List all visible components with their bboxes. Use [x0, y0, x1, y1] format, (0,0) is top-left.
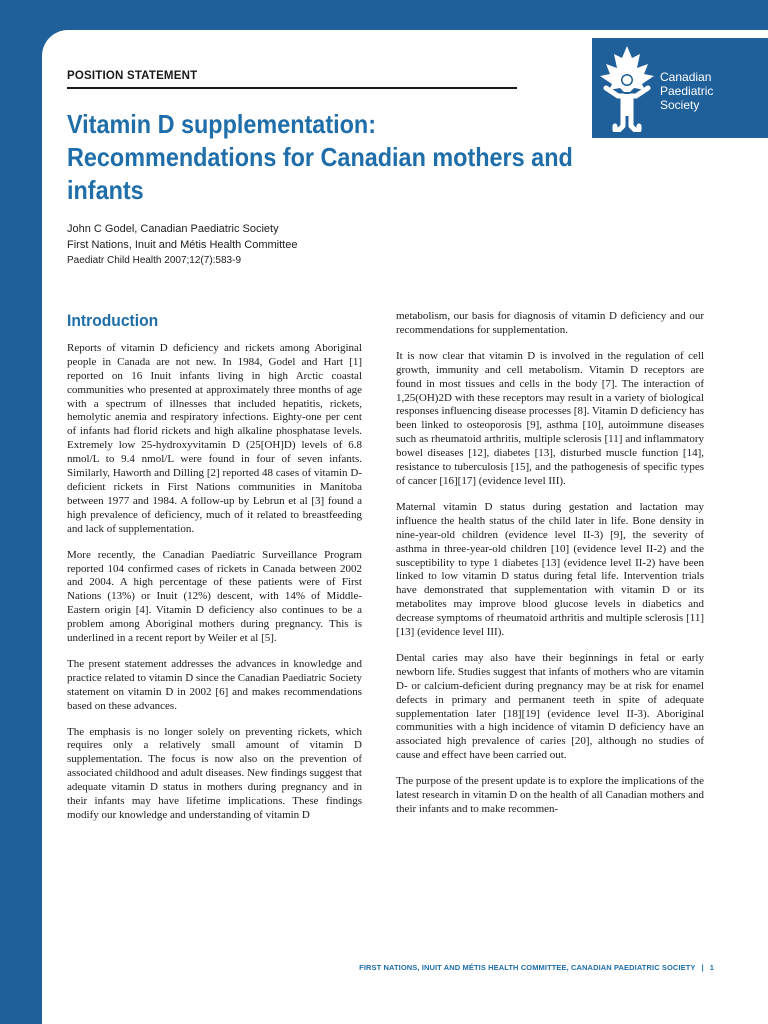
footer-separator: |: [701, 963, 704, 972]
paragraph: The purpose of the present update is to explore the implications of the latest research in vitamin D on the health of all Canadian mothers and their infants and to make recommen-: [396, 775, 704, 815]
logo-line-3: Society: [660, 98, 700, 112]
document-page: [42, 30, 768, 1024]
page-footer: [359, 963, 714, 972]
logo-text: [660, 70, 713, 112]
cps-logo: [592, 38, 768, 138]
section-heading-introduction: Introduction: [67, 311, 159, 330]
page-number: 1: [709, 963, 714, 972]
footer-text: FIRST NATIONS, INUIT AND MÉTIS HEALTH COMMITTEE, CANADIAN PAEDIATRIC SOCIETY: [359, 963, 696, 972]
title-line-3: infants: [67, 175, 144, 205]
section-label: POSITION STATEMENT: [67, 70, 198, 82]
author-name: John C Godel, Canadian Paediatric Society: [67, 223, 279, 235]
title-line-1: Vitamin D supplementation:: [67, 109, 377, 139]
citation: Paediatr Child Health 2007;12(7):583-9: [67, 255, 241, 266]
right-column: [396, 310, 704, 829]
header-rule: [67, 87, 517, 89]
paragraph: It is now clear that vitamin D is involved in the regulation of cell growth, immunity and cell metabolism. Vitamin D receptors are found in most tissues and cells in the body [7]. The interaction of 1,25(OH)2D with these receptors may result in a variety of biological responses influencing disease processes [8]. Vitamin D deficiency has been linked to osteoporosis [9], asthma [10], autoimmune diseases such as rheumatoid arthritis, multiple sclerosis [11] and inflammatory bowel diseases [12], diabetes [13], disturbed muscle function [14], resistance to tuberculosis [15], and the pathogenesis of specific types of cancer [16][17] (evidence level III).: [396, 349, 704, 487]
page-title: [67, 108, 607, 207]
paragraph: More recently, the Canadian Paediatric Surveillance Program reported 104 confirmed cases of rickets in Canada between 2002 and 2004. A high percentage of these patients were of First Nations (13%) or Inuit (12%) descent, with 14% of Middle-Eastern origin [4]. Vitamin D deficiency also continues to be a problem among Aboriginal mothers during pregnancy. This is underlined in a recent report by Weiler et al [5].: [67, 548, 362, 645]
paragraph: Reports of vitamin D deficiency and rickets among Aboriginal people in Canada are not new. In 1984, Godel and Hart [1] reported on 16 Inuit infants living in high Arctic coastal communities who presented at approximately three months of age with a spectrum of illnesses that included hepatitis, rickets, hemolytic anemia and respiratory infections. Eighty-one per cent of infants had florid rickets and high alkaline phosphatase levels. Extremely low 25-hydroxyvitamin D (25[OH]D) levels of 6.8 nmol/L to 9.4 nmol/L were found in four of seven infants. Similarly, Haworth and Dilling [2] reported 48 cases of vitamin D-deficient rickets in First Nations communities in Manitoba between 1977 and 1984. A follow-up by Lebrun et al [3] found a high prevalence of deficiency, much of it related to breastfeeding and lack of supplementation.: [67, 341, 362, 535]
paragraph: The present statement addresses the advances in knowledge and practice related to vitamin D since the Canadian Paediatric Society statement on vitamin D in 2002 [6] and makes recommendations based on these advances.: [67, 657, 362, 712]
committee-name: First Nations, Inuit and Métis Health Committee: [67, 239, 298, 251]
paragraph: Maternal vitamin D status during gestation and lactation may influence the health status of the child later in life. Bone density in nine-year-old children (evidence level II-3) [9], the severity of asthma in three-year-old children [10] (evidence level II-2) and the susceptibility to type 1 diabetes [13] (evidence level II-2) have been linked to low vitamin D status during fetal life. Intervention trials have demonstrated that supplementation with vitamin D or its metabolites may improve blood glucose levels in diabetics and decrease symptoms of rheumatoid arthritis and multiple sclerosis [11][13] (evidence level III).: [396, 500, 704, 639]
paragraph: The emphasis is no longer solely on preventing rickets, which requires only a relatively small amount of vitamin D supplementation. The focus is now also on the prevention of associated childhood and adult diseases. New findings suggest that adequate vitamin D status in mothers during pregnancy and in their infants may have lifetime implications. These findings modify our knowledge and understanding of vitamin D: [67, 725, 362, 821]
logo-line-1: Canadian: [660, 70, 712, 84]
paragraph: metabolism, our basis for diagnosis of vitamin D deficiency and our recommendations for supplementation.: [396, 310, 704, 336]
left-column: [67, 310, 362, 835]
paragraph: Dental caries may also have their beginnings in fetal or early newborn life. Studies suggest that infants of mothers who are vitamin D- or calcium-deficient during pregnancy may be at risk for enamel defects in primary and permanent teeth in spite of adequate supplementation later [18][19] (evidence level II-3). Aboriginal communities with a high incidence of vitamin D deficiency have an associated high prevalence of caries [20], although no studies of cause and effect have been carried out.: [396, 651, 704, 762]
logo-line-2: Paediatric: [660, 84, 714, 98]
title-line-2: Recommendations for Canadian mothers and: [67, 142, 573, 172]
